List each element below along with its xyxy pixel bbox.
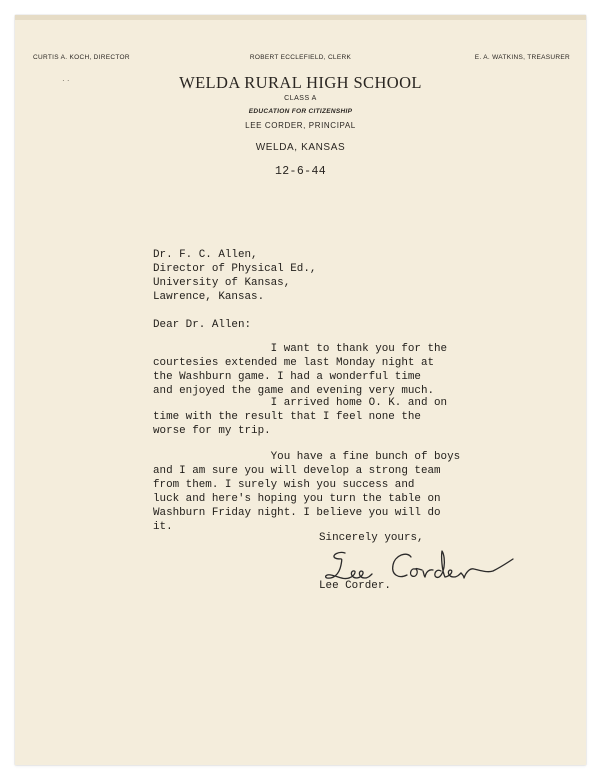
principal-name: LEE CORDER, PRINCIPAL (245, 121, 356, 130)
paragraph-thanks (153, 342, 447, 398)
body-line: and enjoyed the game and evening very much. (153, 385, 435, 397)
recipient-line: University of Kansas, (153, 277, 291, 289)
signer-name: Lee Corder. (319, 580, 391, 592)
recipient-line: Dr. F. C. Allen, (153, 249, 258, 261)
body-line: I arrived home O. K. and on (153, 397, 448, 409)
paragraph-arrival (153, 396, 447, 438)
body-line: courtesies extended me last Monday night at (153, 357, 435, 369)
body-line: from them. I surely wish you success and (153, 479, 415, 491)
school-class: CLASS A (284, 95, 317, 102)
school-location: WELDA, KANSAS (255, 142, 346, 153)
treasurer-name: E. A. WATKINS, TREASURER (474, 54, 570, 61)
clerk-name: ROBERT ECCLEFIELD, CLERK (249, 54, 352, 61)
body-line: luck and here's hoping you turn the table on (153, 493, 441, 505)
body-line: it. (153, 521, 173, 533)
paper-top-edge (15, 15, 586, 20)
body-line: Washburn Friday night. I believe you will do (153, 507, 441, 519)
salutation: Dear Dr. Allen: (153, 319, 252, 331)
closing: Sincerely yours, (319, 532, 424, 544)
body-line: the Washburn game. I had a wonderful time (153, 371, 421, 383)
letter-page (15, 15, 586, 765)
body-line: You have a fine bunch of boys (153, 451, 461, 463)
letter-date: 12-6-44 (274, 165, 327, 178)
director-name: CURTIS A. KOCH, DIRECTOR (33, 54, 130, 61)
school-motto: EDUCATION FOR CITIZENSHIP (248, 108, 353, 115)
body-line: and I am sure you will develop a strong team (153, 465, 441, 477)
paper-specks: · · (62, 76, 70, 85)
body-line: I want to thank you for the (153, 343, 448, 355)
paragraph-team (153, 450, 460, 534)
body-line: time with the result that I feel none the (153, 411, 421, 423)
recipient-line: Lawrence, Kansas. (153, 291, 265, 303)
recipient-line: Director of Physical Ed., (153, 263, 317, 275)
school-name: WELDA RURAL HIGH SCHOOL (179, 73, 422, 92)
recipient-address (153, 248, 316, 304)
body-line: worse for my trip. (153, 425, 271, 437)
